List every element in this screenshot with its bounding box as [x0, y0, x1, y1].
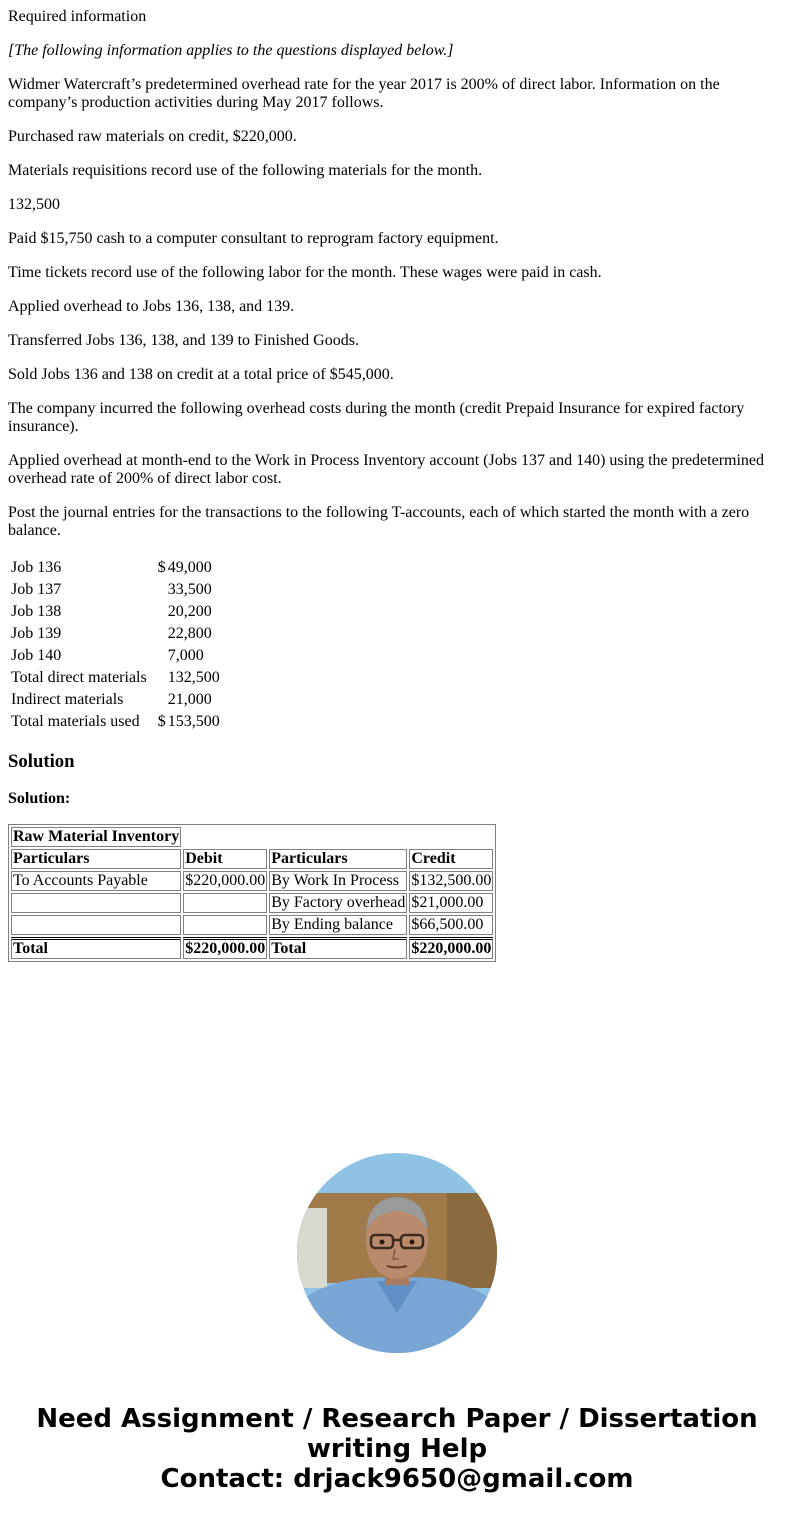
table-row	[10, 646, 222, 666]
table-row	[10, 668, 222, 688]
column-header: Debit	[183, 849, 267, 869]
materials-amount: 21,000	[167, 691, 212, 708]
materials-label: Job 139	[11, 625, 62, 642]
item-transferred: Transferred Jobs 136, 138, and 139 to Finished Goods.	[8, 332, 359, 349]
contact-footer	[0, 1404, 794, 1494]
table-row	[10, 690, 222, 710]
item-applied-overhead: Applied overhead to Jobs 136, 138, and 139.	[8, 298, 295, 315]
currency-sign: $	[157, 559, 166, 576]
footer-contact-line: Contact: drjack9650@gmail.com	[160, 1464, 634, 1494]
ledger-title: Raw Material Inventory	[13, 828, 180, 845]
table-cell: $220,000.00	[409, 937, 493, 959]
table-cell: $66,500.00	[409, 915, 493, 935]
table-cell	[183, 915, 267, 935]
footer-line: writing Help	[306, 1434, 488, 1464]
materials-amount: 20,200	[167, 603, 212, 620]
currency-sign	[150, 668, 166, 688]
currency-sign	[150, 624, 166, 644]
table-cell: $220,000.00	[185, 872, 266, 889]
item-purchase: Purchased raw materials on credit, $220,000.	[8, 128, 297, 145]
raw-material-inventory-table	[8, 824, 496, 962]
table-cell: To Accounts Payable	[11, 871, 181, 891]
currency-sign	[150, 580, 166, 600]
column-header: Credit	[409, 849, 493, 869]
materials-label: Job 140	[11, 647, 62, 664]
materials-label: Indirect materials	[11, 691, 124, 708]
table-row	[11, 827, 493, 847]
materials-label: Job 137	[11, 581, 62, 598]
currency-sign	[150, 690, 166, 710]
table-header-row	[11, 849, 493, 869]
currency-sign	[150, 602, 166, 622]
item-consultant: Paid $15,750 cash to a computer consultant to reprogram factory equipment.	[8, 230, 499, 247]
applies-note: [The following information applies to the questions displayed below.]	[8, 42, 454, 59]
table-row	[11, 871, 493, 891]
item-requisitions: Materials requisitions record use of the following materials for the month.	[8, 162, 483, 179]
materials-label: Job 136	[11, 559, 62, 576]
table-cell: By Ending balance	[269, 915, 407, 935]
item-direct-materials: 132,500	[8, 196, 60, 213]
table-cell: Total	[11, 937, 181, 959]
item-post-entries: Post the journal entries for the transactions to the following T-accounts, each of which started the month with a zero balance.	[8, 504, 750, 539]
author-avatar	[297, 1153, 497, 1353]
materials-amount: 132,500	[167, 669, 220, 686]
table-cell: By Work In Process	[269, 871, 407, 891]
table-cell	[11, 915, 181, 935]
table-cell: Total	[269, 937, 407, 959]
column-header: Particulars	[269, 849, 407, 869]
materials-amount: 7,000	[167, 647, 204, 664]
materials-amount: 153,500	[167, 713, 220, 730]
table-row	[10, 602, 222, 622]
materials-table	[8, 556, 224, 734]
table-cell: $21,000.00	[409, 893, 493, 913]
table-row	[10, 580, 222, 600]
table-cell: $132,500.00	[411, 872, 492, 889]
item-time-tickets: Time tickets record use of the following labor for the month. These wages were paid in cash.	[8, 264, 602, 281]
materials-label: Total materials used	[11, 713, 140, 730]
currency-sign: $	[157, 713, 166, 730]
column-header: Particulars	[11, 849, 181, 869]
table-row	[11, 915, 493, 935]
materials-amount: 33,500	[167, 581, 212, 598]
table-row	[10, 624, 222, 644]
materials-label: Job 138	[11, 603, 62, 620]
table-row	[10, 712, 222, 732]
footer-line: Need Assignment / Research Paper / Dissertation	[36, 1404, 758, 1434]
solution-label: Solution:	[8, 790, 71, 807]
table-cell: By Factory overhead	[271, 894, 406, 911]
total-row	[11, 937, 493, 959]
table-row	[10, 558, 222, 578]
item-overhead-costs: The company incurred the following overhead costs during the month (credit Prepaid Insurance for expired factory insurance).	[8, 400, 745, 435]
required-info-label: Required information	[8, 8, 147, 25]
item-sold: Sold Jobs 136 and 138 on credit at a total price of $545,000.	[8, 366, 394, 383]
portrait-image	[297, 1153, 497, 1353]
materials-amount: 49,000	[167, 559, 212, 576]
table-cell	[183, 893, 267, 913]
solution-heading: Solution	[8, 751, 75, 772]
intro-paragraph: Widmer Watercraft’s predetermined overhead rate for the year 2017 is 200% of direct labor. Information on the company’s production activities during May 2017 follows.	[8, 76, 720, 111]
table-row	[11, 893, 493, 913]
materials-amount: 22,800	[167, 625, 212, 642]
table-cell: $220,000.00	[183, 937, 267, 959]
table-cell	[11, 893, 181, 913]
currency-sign	[150, 646, 166, 666]
item-month-end-overhead: Applied overhead at month-end to the Work in Process Inventory account (Jobs 137 and 140) using the predetermined overhead rate of 200% of direct labor cost.	[8, 452, 765, 487]
materials-label: Total direct materials	[11, 669, 147, 686]
